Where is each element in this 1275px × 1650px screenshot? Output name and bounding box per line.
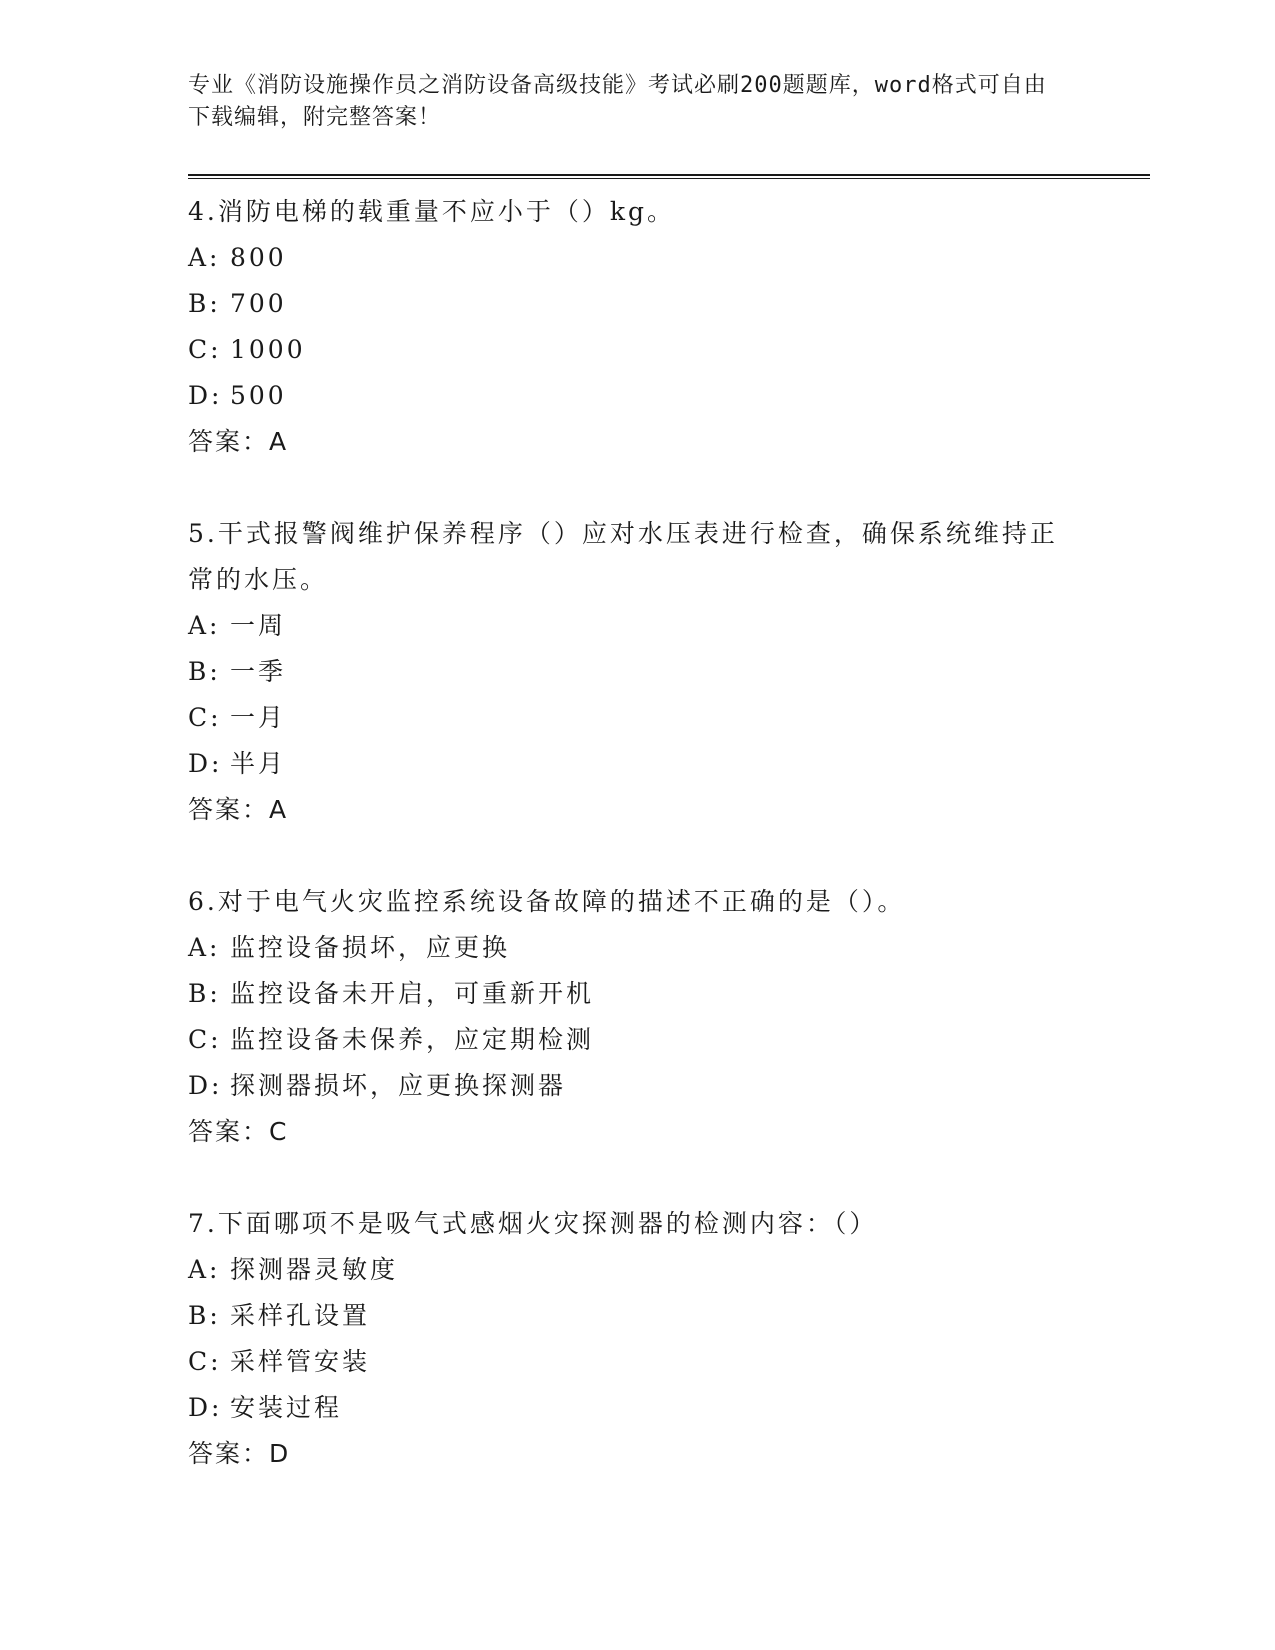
option-d [188, 1385, 1150, 1431]
option-a [188, 1247, 1150, 1293]
option-letter: B: [188, 979, 221, 1008]
document-page [188, 70, 1150, 1523]
option-text: 一周 [230, 611, 287, 640]
option-text: 1000 [230, 335, 306, 364]
option-text: 监控设备损坏，应更换 [230, 933, 511, 962]
answer-prefix: 答案： [188, 1439, 270, 1468]
answer-line [188, 1109, 1150, 1155]
option-letter: D: [188, 1071, 223, 1100]
option-letter: C: [188, 703, 222, 732]
question-7 [188, 1201, 1150, 1477]
question-6 [188, 879, 1150, 1155]
option-letter: D: [188, 381, 223, 410]
option-a [188, 235, 1150, 281]
option-letter: D: [188, 749, 223, 778]
option-letter: C: [188, 335, 222, 364]
answer-value: D [269, 1439, 291, 1468]
option-text: 半月 [230, 749, 287, 778]
option-text: 探测器灵敏度 [230, 1255, 399, 1284]
option-letter: A: [188, 933, 221, 962]
answer-value: A [269, 427, 289, 456]
option-letter: A: [188, 243, 221, 272]
option-d [188, 741, 1150, 787]
answer-value: C [269, 1117, 289, 1146]
option-text: 700 [230, 289, 287, 318]
option-b [188, 281, 1150, 327]
question-5 [188, 511, 1150, 833]
option-a [188, 603, 1150, 649]
question-text: 7.下面哪项不是吸气式感烟火灾探测器的检测内容：（） [188, 1209, 878, 1238]
option-b [188, 1293, 1150, 1339]
option-letter: A: [188, 611, 221, 640]
option-text: 安装过程 [230, 1393, 343, 1422]
option-letter: B: [188, 1301, 221, 1330]
option-text: 探测器损坏，应更换探测器 [230, 1071, 567, 1100]
option-letter: B: [188, 289, 221, 318]
option-text: 采样管安装 [230, 1347, 371, 1376]
question-text: 6.对于电气火灾监控系统设备故障的描述不正确的是（）。 [188, 887, 906, 916]
option-letter: B: [188, 657, 221, 686]
header-divider [188, 174, 1150, 179]
option-letter: C: [188, 1025, 222, 1054]
document-header: 专业《消防设施操作员之消防设备高级技能》考试必刷200题题库，word格式可自由下载编辑，附完整答案！ [188, 73, 1047, 130]
answer-prefix: 答案： [188, 427, 270, 456]
option-c [188, 1339, 1150, 1385]
option-text: 800 [230, 243, 287, 272]
option-b [188, 971, 1150, 1017]
answer-value: A [269, 795, 289, 824]
option-text: 500 [230, 381, 287, 410]
question-list [188, 189, 1150, 1477]
option-letter: A: [188, 1255, 221, 1284]
option-a [188, 925, 1150, 971]
answer-prefix: 答案： [188, 795, 270, 824]
answer-line [188, 419, 1150, 465]
answer-prefix: 答案： [188, 1117, 270, 1146]
option-c [188, 1017, 1150, 1063]
option-letter: C: [188, 1347, 222, 1376]
option-text: 监控设备未开启，可重新开机 [230, 979, 595, 1008]
option-text: 一月 [230, 703, 287, 732]
answer-line [188, 1431, 1150, 1477]
option-text: 一季 [230, 657, 287, 686]
option-d [188, 373, 1150, 419]
option-b [188, 649, 1150, 695]
question-4 [188, 189, 1150, 465]
option-text: 监控设备未保养，应定期检测 [230, 1025, 595, 1054]
question-text: 5.干式报警阀维护保养程序（）应对水压表进行检查，确保系统维持正常的水压。 [188, 519, 1058, 594]
option-c [188, 327, 1150, 373]
option-d [188, 1063, 1150, 1109]
question-text: 4.消防电梯的载重量不应小于（）kg。 [188, 197, 676, 226]
option-letter: D: [188, 1393, 223, 1422]
option-c [188, 695, 1150, 741]
option-text: 采样孔设置 [230, 1301, 371, 1330]
answer-line [188, 787, 1150, 833]
